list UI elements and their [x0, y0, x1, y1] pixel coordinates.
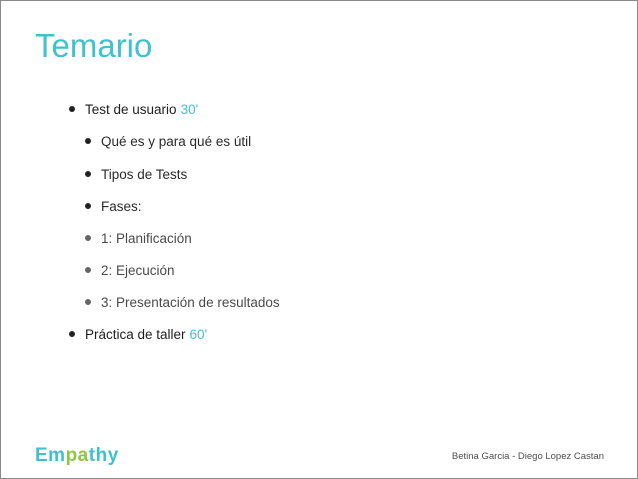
list-item-tipos	[85, 164, 187, 184]
list-item-planificacion	[85, 228, 192, 248]
duration-label: 60'	[189, 326, 208, 342]
list-item-test-de-usuario	[69, 99, 198, 119]
bullet-icon	[85, 138, 91, 144]
list-item-text: 2: Ejecución	[101, 262, 175, 278]
bullet-icon	[85, 267, 91, 273]
empathy-logo	[35, 445, 119, 467]
list-item-text: Qué es y para qué es útil	[101, 133, 252, 149]
list-item-text: 1: Planificación	[101, 230, 192, 246]
list-item-text: Tipos de Tests	[101, 166, 188, 182]
logo-part: pa	[65, 445, 89, 466]
logo-part: Em	[35, 445, 66, 466]
bullet-icon	[85, 235, 91, 241]
list-item-practica	[69, 324, 207, 344]
bullet-icon	[85, 203, 91, 209]
list-item-fases	[85, 196, 142, 216]
list-item-presentacion	[85, 292, 280, 312]
list-item-text: 3: Presentación de resultados	[101, 294, 280, 310]
bullet-icon	[85, 171, 91, 177]
slide-title: Temario	[35, 27, 153, 64]
list-item-ejecucion	[85, 260, 175, 280]
list-item-text: Test de usuario	[85, 101, 177, 117]
list-item-text: Práctica de taller	[85, 326, 186, 342]
list-item-text: Fases:	[101, 198, 142, 214]
bullet-icon	[69, 106, 75, 112]
duration-label: 30'	[180, 101, 199, 117]
footer-authors: Betina Garcia - Diego Lopez Castan	[451, 451, 604, 462]
bullet-icon	[85, 299, 91, 305]
logo-part: thy	[88, 445, 119, 466]
list-item-que-es	[85, 131, 251, 151]
bullet-icon	[69, 331, 75, 337]
